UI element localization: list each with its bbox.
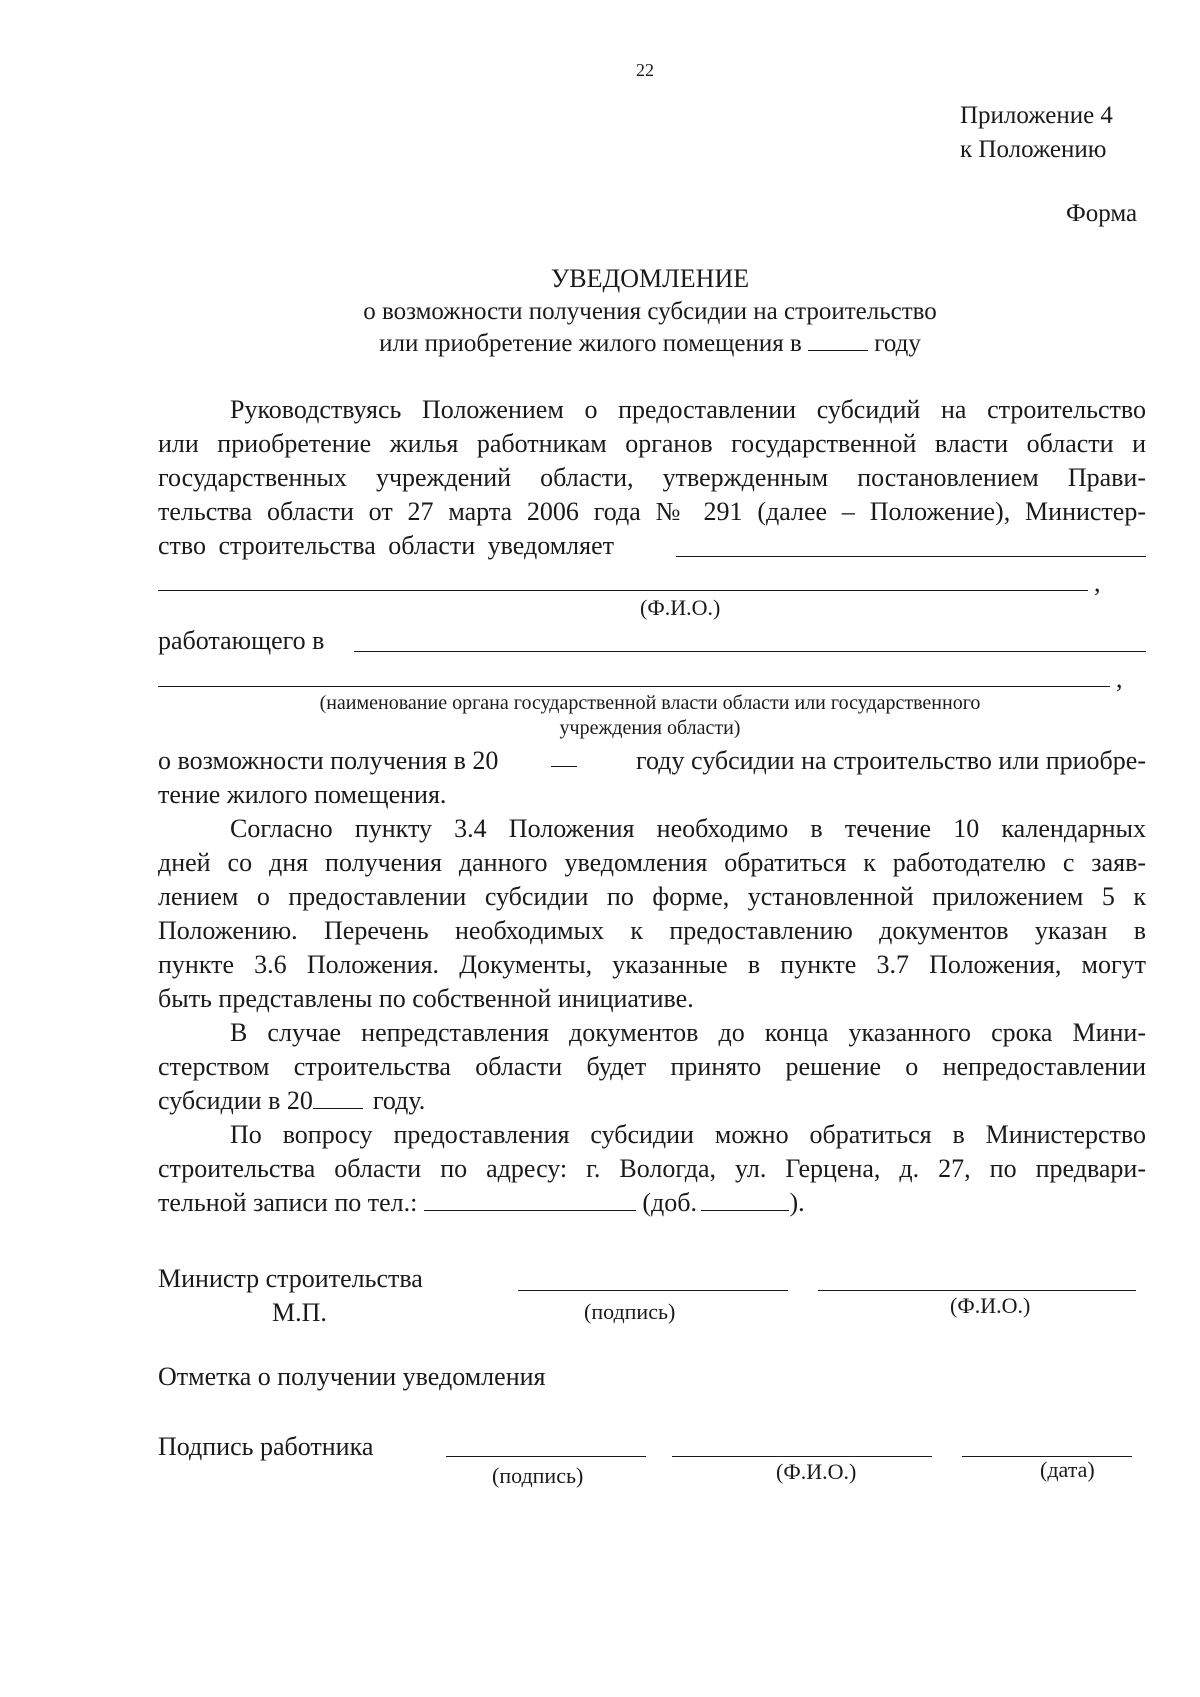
- para2-line-5: пункте 3.6 Положения. Документы, указанные в пункте 3.7 Положения, могут: [158, 950, 1146, 979]
- page-number: 22: [636, 60, 654, 80]
- intro-line-3: государственных учреждений области, утвержденным постановлением Прави-: [158, 463, 1146, 492]
- fio-caption: (Ф.И.О.): [640, 595, 721, 620]
- worker-fio-line: [672, 1456, 932, 1457]
- para4-line-1: По вопросу предоставления субсидии можно обратиться в Министерство: [230, 1120, 1146, 1149]
- para2-line-2: дней со дня получения данного уведомления обратиться к работодателю с заяв-: [158, 848, 1146, 877]
- worker-signature-line: [446, 1456, 646, 1457]
- minister-signature-caption: (подпись): [584, 1299, 676, 1324]
- appendix-line-1: Приложение 4: [960, 102, 1113, 129]
- subtitle-2-after: году: [874, 330, 921, 357]
- year-blank: [808, 328, 868, 351]
- worker-date-caption: (дата): [1040, 1457, 1095, 1482]
- para4-mid: (доб.: [642, 1188, 697, 1217]
- addressee-line-1: [676, 556, 1146, 557]
- possibility-year-blank: [551, 744, 577, 767]
- extension-blank: [701, 1188, 789, 1211]
- organization-caption-2: учреждения области): [559, 717, 741, 739]
- worker-signature-caption: (подпись): [492, 1463, 584, 1488]
- possibility-after: году субсидии на строительство или приобре-: [636, 746, 1146, 775]
- document-subtitle-2: [250, 328, 1050, 360]
- para3-line-1: В случае непредставления документов до конца указанного срока Мини-: [230, 1018, 1146, 1047]
- appendix-line-2: к Положению: [960, 136, 1107, 163]
- para3-after: году.: [372, 1086, 426, 1115]
- possibility-line-2: тение жилого помещения.: [158, 780, 447, 809]
- intro-line-5: ство строительства области уведомляет: [158, 531, 615, 560]
- intro-line-4: тельства области от 27 марта 2006 года № 291 (далее – Положение), Министер-: [158, 497, 1146, 526]
- para3-line-3: [158, 1084, 425, 1118]
- para4-after: ).: [789, 1188, 805, 1217]
- minister-fio-line: [818, 1290, 1136, 1291]
- para2-line-3: лением о предоставлении субсидии по форме, установленной приложением 5 к: [158, 882, 1146, 911]
- minister-label: Министр строительства: [158, 1264, 423, 1293]
- para2-line-4: Положению. Перечень необходимых к предоставлению документов указан в: [158, 916, 1146, 945]
- working-in-label: работающего в: [158, 626, 325, 655]
- para3-line-2: стерством строительства области будет принято решение о непредоставлении: [158, 1052, 1146, 1081]
- para4-line-3: [158, 1186, 805, 1220]
- addressee-line-2: [158, 590, 1088, 591]
- worker-fio-caption: (Ф.И.О.): [776, 1459, 857, 1484]
- para2-line-6: быть представлены по собственной инициативе.: [158, 984, 694, 1013]
- possibility-line-1: [158, 744, 1146, 778]
- para3-before: субсидии в 20: [158, 1086, 313, 1115]
- minister-signature-line: [518, 1290, 788, 1291]
- organization-caption-1: (наименование органа государственной власти области или государственного: [319, 692, 981, 714]
- subtitle-2-before: или приобретение жилого помещения в: [379, 330, 802, 357]
- receipt-mark-label: Отметка о получении уведомления: [158, 1362, 546, 1391]
- para4-before: тельной записи по тел.:: [158, 1188, 418, 1217]
- stamp-label: М.П.: [272, 1298, 327, 1327]
- phone-blank: [424, 1188, 636, 1211]
- para2-line-1: Согласно пункту 3.4 Положения необходимо в течение 10 календарных: [230, 814, 1146, 843]
- para3-year-blank: [313, 1086, 363, 1109]
- intro-line-2: или приобретение жилья работникам органов государственной власти области и: [158, 429, 1146, 458]
- form-label: Форма: [1066, 200, 1138, 227]
- para4-line-2: строительства области по адресу: г. Вологда, ул. Герцена, д. 27, по предвари-: [158, 1154, 1146, 1183]
- organization-line-1: [354, 651, 1146, 652]
- document-title: УВЕДОМЛЕНИЕ: [550, 264, 750, 293]
- document-subtitle-1: о возможности получения субсидии на строительство: [363, 298, 937, 325]
- intro-line-1: Руководствуясь Положением о предоставлении субсидий на строительство: [230, 395, 1146, 424]
- comma-1: ,: [1094, 568, 1101, 597]
- minister-fio-caption: (Ф.И.О.): [950, 1293, 1031, 1318]
- comma-2: ,: [1116, 664, 1123, 693]
- possibility-before: о возможности получения в 20: [158, 746, 499, 775]
- organization-line-2: [158, 686, 1110, 687]
- worker-signature-label: Подпись работника: [158, 1432, 374, 1461]
